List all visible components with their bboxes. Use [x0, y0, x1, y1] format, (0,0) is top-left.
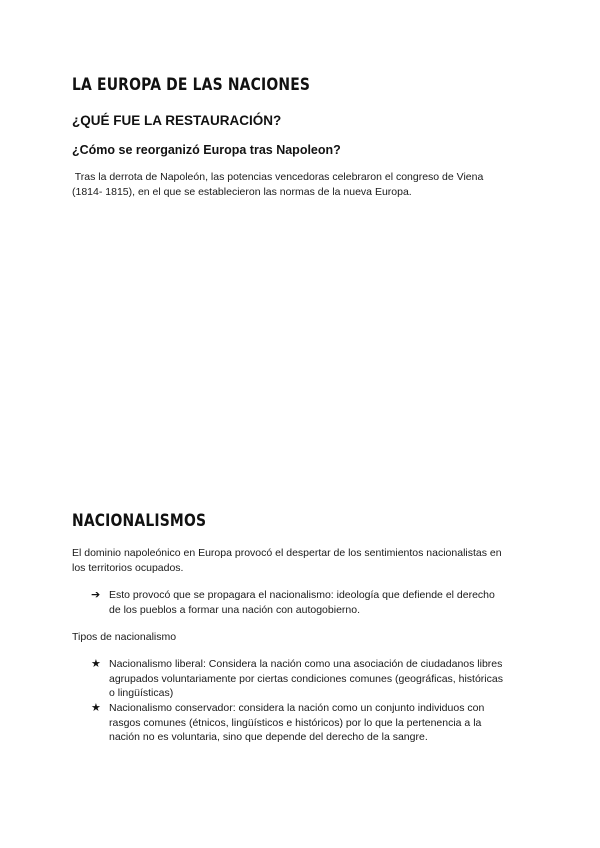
types-label: Tipos de nacionalismo [72, 631, 177, 643]
type-item-conservador [109, 701, 529, 745]
bullet-line: Nacionalismo liberal: Considera la nación como una asociación de ciudadanos libres [109, 658, 503, 670]
arrow-right-icon: ➔ [91, 588, 101, 601]
question-heading: ¿Cómo se reorganizó Europa tras Napoleon? [72, 143, 341, 157]
arrow-bullet-text [109, 588, 529, 617]
star-icon: ★ [91, 657, 101, 670]
bullet-line: de los pueblos a formar una nación con autogobierno. [109, 603, 361, 616]
type-item-liberal [109, 657, 529, 701]
paragraph-line: los territorios ocupados. [72, 561, 184, 574]
section-title-europa: LA EUROPA DE LAS NACIONES [72, 75, 311, 95]
bullet-line: o lingüísticas) [109, 687, 174, 699]
paragraph-line: Tras la derrota de Napoleón, las potencias vencedoras celebraron el congreso de Viena [72, 171, 484, 183]
bullet-line: nación no es voluntaria, sino que depende del derecho de la sangre. [109, 731, 428, 743]
star-icon: ★ [91, 701, 101, 714]
section-subtitle-restauracion: ¿QUÉ FUE LA RESTAURACIÓN? [72, 113, 282, 128]
bullet-line: agrupados voluntariamente por ciertas condiciones comunes (geográficas, históricas [109, 672, 503, 685]
restauracion-paragraph [72, 170, 542, 199]
bullet-line: rasgos comunes (étnicos, lingüísticos e históricos) por lo que la pertenencia a la [109, 716, 482, 729]
nacionalismo-intro-paragraph [72, 546, 542, 575]
paragraph-line: (1814- 1815), en el que se establecieron las normas de la nueva Europa. [72, 185, 412, 198]
section-title-nacionalismos: NACIONALISMOS [72, 511, 207, 531]
bullet-line: Esto provocó que se propagara el nacionalismo: ideología que defiende el derecho [109, 589, 495, 601]
paragraph-line: El dominio napoleónico en Europa provocó el despertar de los sentimientos nacionalistas en [72, 547, 502, 559]
bullet-line: Nacionalismo conservador: considera la nación como un conjunto individuos con [109, 702, 485, 714]
